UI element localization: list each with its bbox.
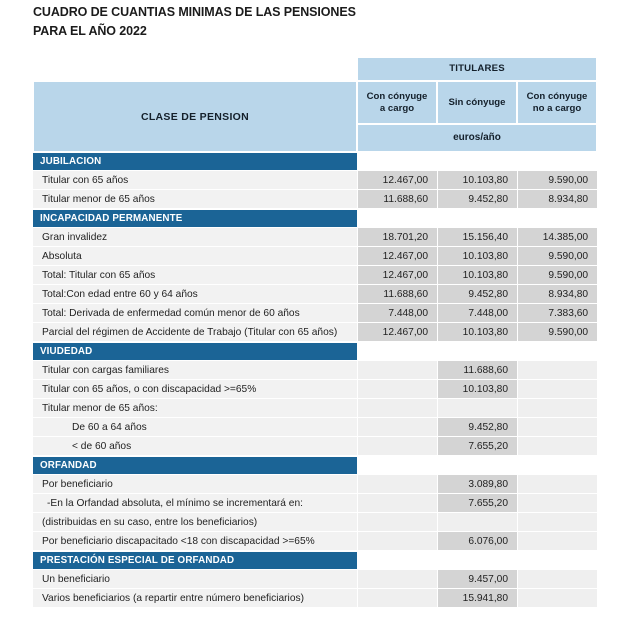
row-value: 9.590,00	[517, 247, 597, 266]
row-value: 10.103,80	[437, 323, 517, 342]
row-label: Por beneficiario discapacitado <18 con discapacidad >=65%	[33, 532, 357, 551]
row-label: Total:Con edad entre 60 y 64 años	[33, 285, 357, 304]
row-label: Titular con 65 años, o con discapacidad >=65%	[33, 380, 357, 399]
title-line-1: CUADRO DE CUANTIAS MINIMAS DE LAS PENSIONES	[33, 5, 356, 19]
row-value: 3.089,80	[437, 475, 517, 494]
row-value-empty	[357, 418, 437, 437]
row-value-empty	[517, 437, 597, 456]
header-col-3-line2: no a cargo	[532, 102, 582, 114]
row-value-empty	[517, 494, 597, 513]
row-value-empty	[357, 437, 437, 456]
pensions-table-container	[33, 57, 597, 608]
section-header-label: ORFANDAD	[33, 456, 357, 475]
section-header-label: JUBILACION	[33, 152, 357, 171]
table-body	[33, 152, 597, 608]
table-row	[33, 589, 597, 608]
header-corner-blank	[33, 57, 357, 81]
row-value: 14.385,00	[517, 228, 597, 247]
row-value-empty	[357, 399, 437, 418]
row-label: Absoluta	[33, 247, 357, 266]
row-value-empty	[517, 361, 597, 380]
table-row	[33, 475, 597, 494]
row-value: 6.076,00	[437, 532, 517, 551]
row-label: Un beneficiario	[33, 570, 357, 589]
row-label: Total: Derivada de enfermedad común menor de 60 años	[33, 304, 357, 323]
section-header-row	[33, 342, 597, 361]
row-label: Total: Titular con 65 años	[33, 266, 357, 285]
table-row	[33, 494, 597, 513]
header-row-group	[33, 57, 597, 81]
row-value: 9.590,00	[517, 266, 597, 285]
row-value: 7.655,20	[437, 437, 517, 456]
row-value: 12.467,00	[357, 323, 437, 342]
table-row	[33, 323, 597, 342]
header-col-1-line2: a cargo	[379, 102, 415, 114]
row-value-empty	[437, 513, 517, 532]
section-header-row	[33, 551, 597, 570]
row-value: 15.941,80	[437, 589, 517, 608]
header-col-3-line1: Con cónyuge	[526, 90, 588, 102]
section-header-spacer	[517, 209, 597, 228]
row-value: 12.467,00	[357, 266, 437, 285]
table-row	[33, 285, 597, 304]
row-value: 7.448,00	[357, 304, 437, 323]
row-value-empty	[517, 418, 597, 437]
section-header-spacer	[437, 342, 517, 361]
row-value-empty	[517, 380, 597, 399]
row-value-empty	[357, 532, 437, 551]
section-header-spacer	[517, 551, 597, 570]
row-value: 9.452,80	[437, 190, 517, 209]
row-label: Titular menor de 65 años	[33, 190, 357, 209]
section-header-spacer	[437, 152, 517, 171]
section-header-label: INCAPACIDAD PERMANENTE	[33, 209, 357, 228]
row-value: 8.934,80	[517, 190, 597, 209]
row-value: 15.156,40	[437, 228, 517, 247]
section-header-spacer	[357, 456, 437, 475]
row-value-empty	[517, 399, 597, 418]
title-line-2: PARA EL AÑO 2022	[33, 24, 147, 38]
section-header-spacer	[517, 152, 597, 171]
row-label: De 60 a 64 años	[33, 418, 357, 437]
row-value: 9.457,00	[437, 570, 517, 589]
row-value-empty	[357, 361, 437, 380]
header-col-con-conyuge-a-cargo	[357, 81, 437, 124]
section-header-spacer	[357, 152, 437, 171]
section-header-label: PRESTACIÓN ESPECIAL DE ORFANDAD	[33, 551, 357, 570]
header-col-1-line1: Con cónyuge	[366, 90, 428, 102]
table-row	[33, 266, 597, 285]
row-value: 11.688,60	[357, 285, 437, 304]
row-value: 12.467,00	[357, 247, 437, 266]
row-label: Titular menor de 65 años:	[33, 399, 357, 418]
section-header-row	[33, 209, 597, 228]
row-label: Gran invalidez	[33, 228, 357, 247]
header-units-euros-per-year: euros/año	[357, 124, 597, 152]
header-col-sin-conyuge	[437, 81, 517, 124]
section-header-row	[33, 152, 597, 171]
table-row	[33, 228, 597, 247]
row-value-empty	[357, 589, 437, 608]
row-label: -En la Orfandad absoluta, el mínimo se incrementará en:	[33, 494, 357, 513]
row-value: 10.103,80	[437, 380, 517, 399]
row-label: Varios beneficiarios (a repartir entre número beneficiarios)	[33, 589, 357, 608]
row-value: 10.103,80	[437, 266, 517, 285]
row-label: Parcial del régimen de Accidente de Trabajo (Titular con 65 años)	[33, 323, 357, 342]
row-value-empty	[357, 494, 437, 513]
row-label: Titular con 65 años	[33, 171, 357, 190]
table-row	[33, 380, 597, 399]
section-header-spacer	[517, 342, 597, 361]
row-label: Por beneficiario	[33, 475, 357, 494]
row-value-empty	[517, 475, 597, 494]
header-titulares: TITULARES	[357, 57, 597, 81]
section-header-spacer	[357, 342, 437, 361]
row-label: (distribuidas en su caso, entre los beneficiarios)	[33, 513, 357, 532]
row-value-empty	[517, 589, 597, 608]
table-row	[33, 247, 597, 266]
section-header-spacer	[357, 209, 437, 228]
table-row	[33, 437, 597, 456]
table-row	[33, 513, 597, 532]
row-value: 7.448,00	[437, 304, 517, 323]
row-value: 9.590,00	[517, 323, 597, 342]
header-col-con-conyuge-no-a-cargo	[517, 81, 597, 124]
section-header-spacer	[437, 551, 517, 570]
row-value: 11.688,60	[437, 361, 517, 380]
header-col-2-line1: Sin cónyuge	[448, 96, 506, 108]
table-row	[33, 304, 597, 323]
table-row	[33, 418, 597, 437]
section-header-spacer	[517, 456, 597, 475]
table-row	[33, 399, 597, 418]
row-value-empty	[357, 475, 437, 494]
row-value-empty	[357, 513, 437, 532]
section-header-spacer	[437, 209, 517, 228]
row-value: 11.688,60	[357, 190, 437, 209]
row-value: 10.103,80	[437, 247, 517, 266]
row-value: 7.383,60	[517, 304, 597, 323]
row-value: 10.103,80	[437, 171, 517, 190]
row-value: 9.590,00	[517, 171, 597, 190]
row-value: 12.467,00	[357, 171, 437, 190]
row-value: 8.934,80	[517, 285, 597, 304]
header-clase-de-pension: CLASE DE PENSION	[33, 81, 357, 152]
row-label: < de 60 años	[33, 437, 357, 456]
pensions-table	[33, 57, 597, 608]
table-row	[33, 570, 597, 589]
row-value-empty	[517, 570, 597, 589]
row-value-empty	[437, 399, 517, 418]
table-row	[33, 361, 597, 380]
row-value: 18.701,20	[357, 228, 437, 247]
row-value-empty	[517, 513, 597, 532]
header-row-columns	[33, 81, 597, 124]
row-value: 7.655,20	[437, 494, 517, 513]
section-header-row	[33, 456, 597, 475]
table-row	[33, 532, 597, 551]
row-value-empty	[517, 532, 597, 551]
document-title	[33, 3, 593, 41]
section-header-label: VIUDEDAD	[33, 342, 357, 361]
row-value: 9.452,80	[437, 418, 517, 437]
table-row	[33, 171, 597, 190]
row-label: Titular con cargas familiares	[33, 361, 357, 380]
section-header-spacer	[437, 456, 517, 475]
section-header-spacer	[357, 551, 437, 570]
table-row	[33, 190, 597, 209]
row-value: 9.452,80	[437, 285, 517, 304]
table-header	[33, 57, 597, 152]
row-value-empty	[357, 570, 437, 589]
row-value-empty	[357, 380, 437, 399]
